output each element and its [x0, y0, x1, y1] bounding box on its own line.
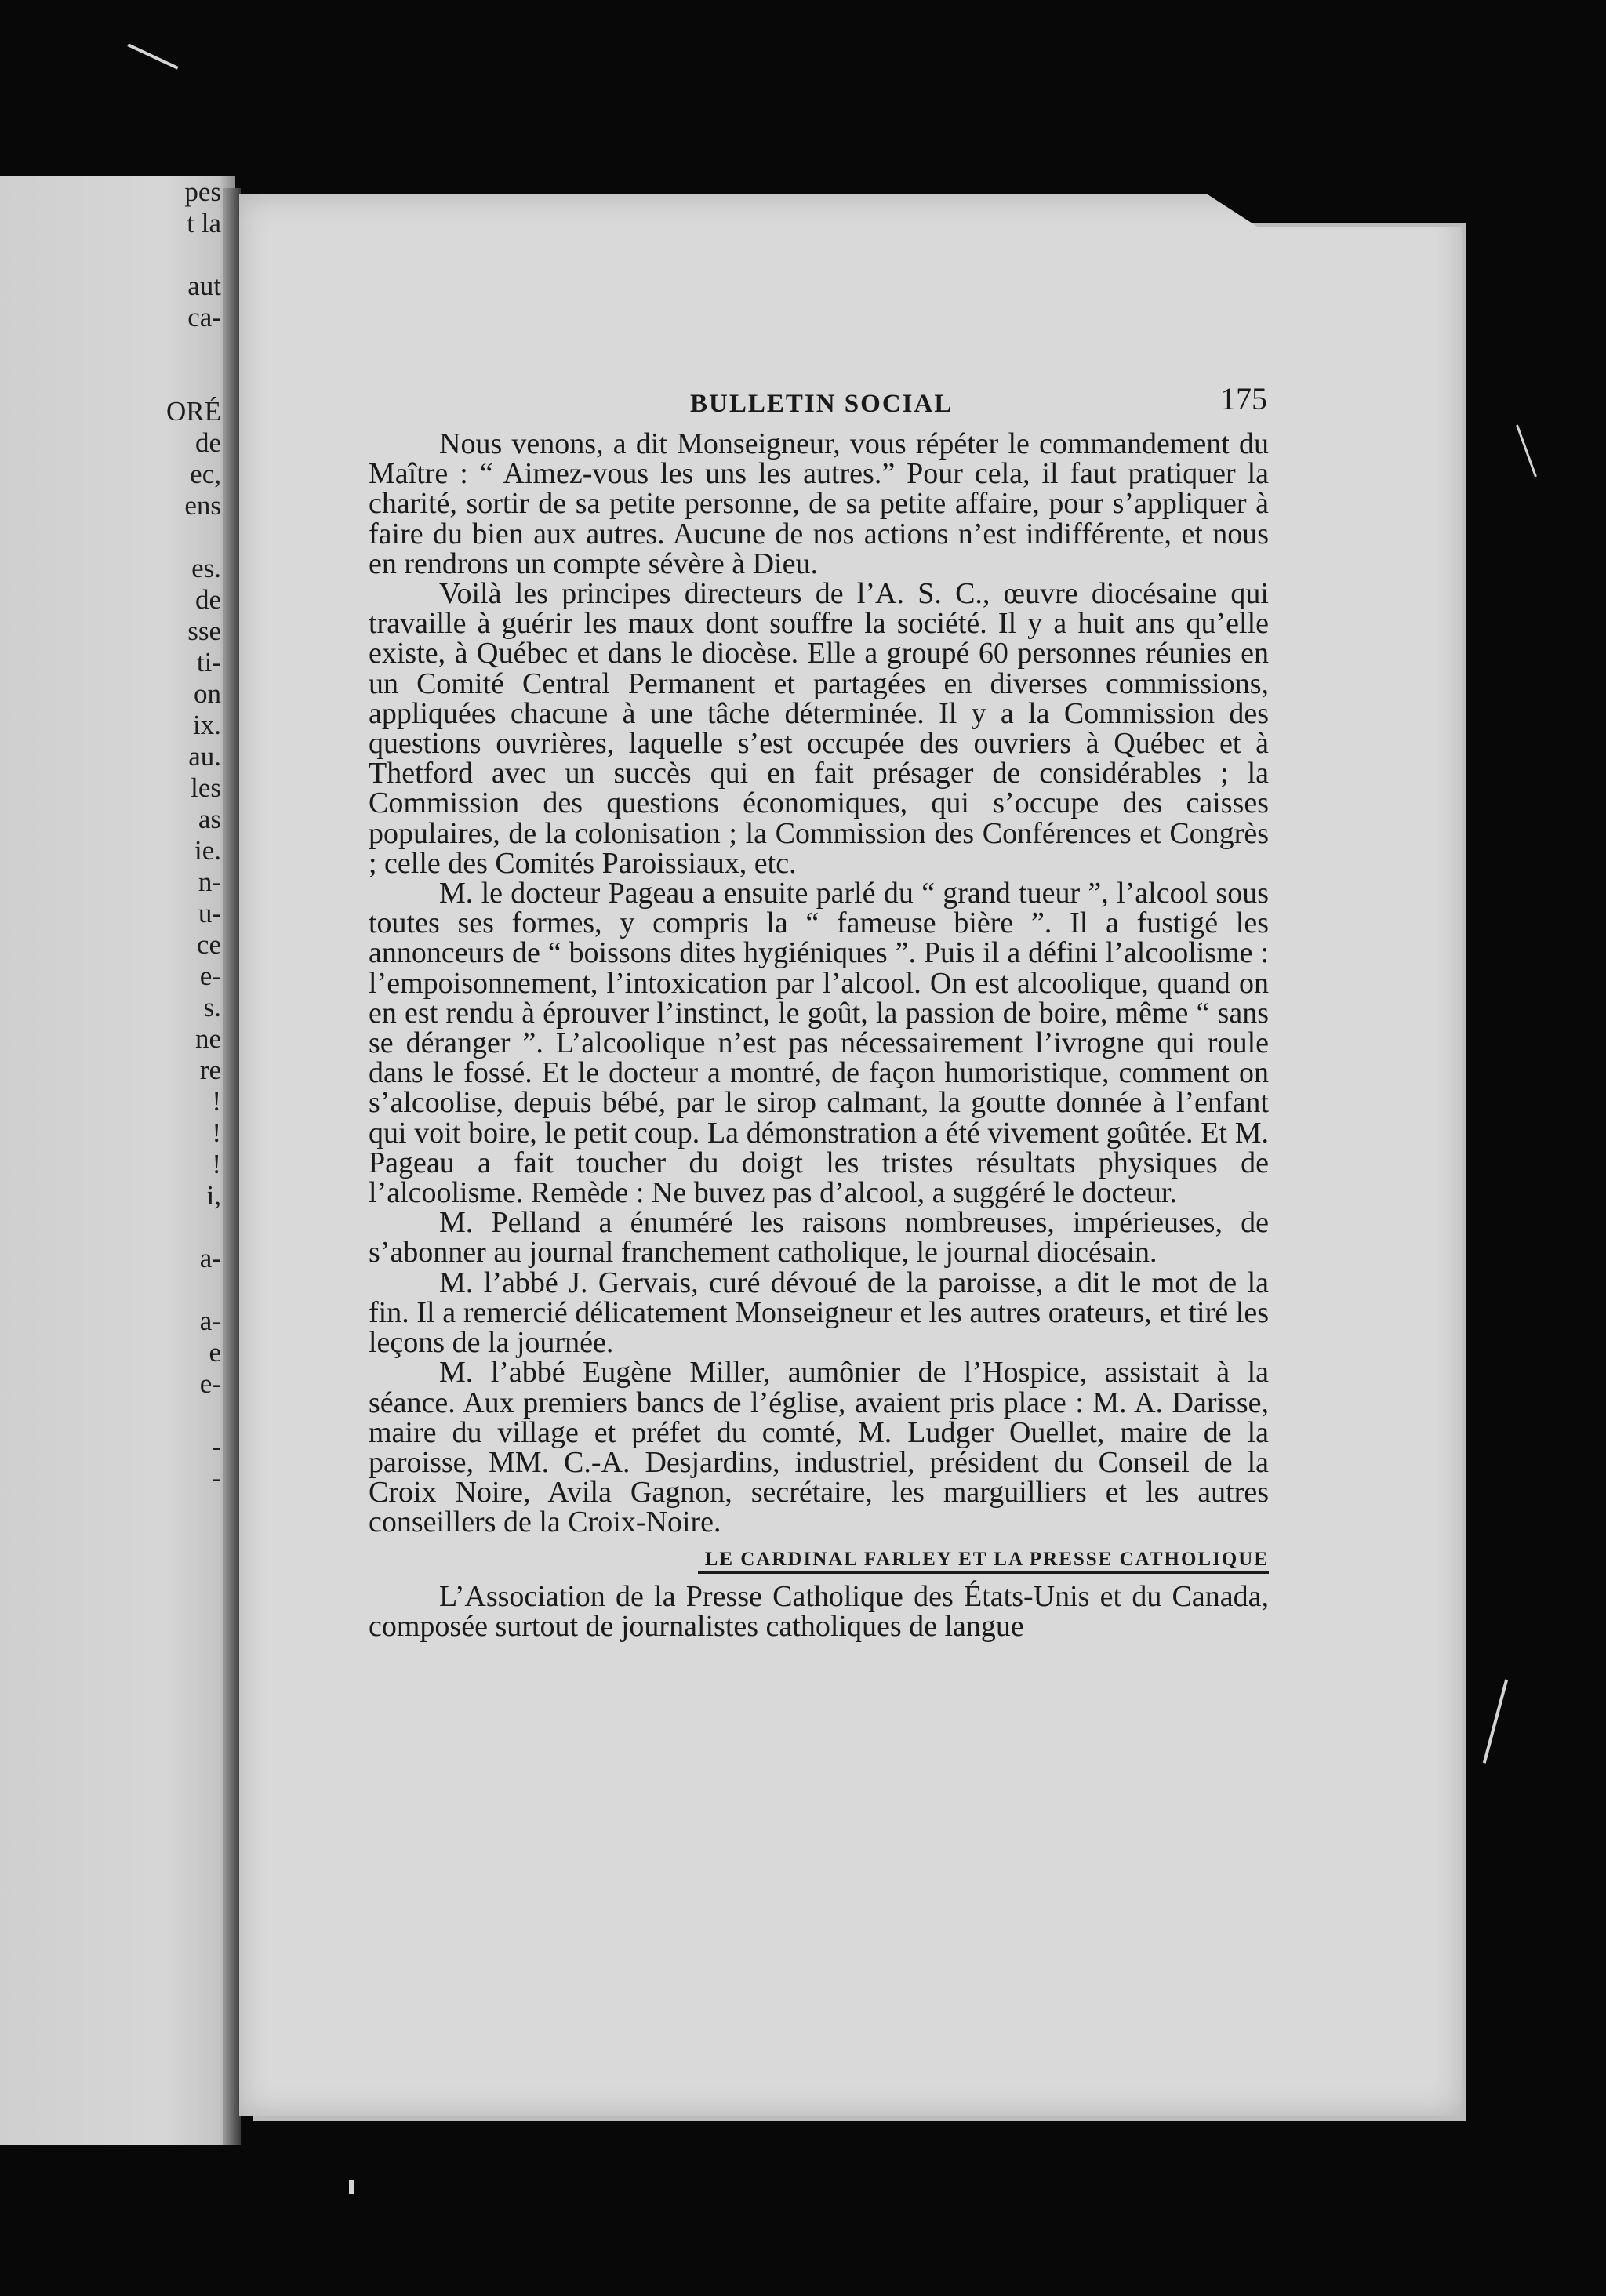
left-page-text-fragment: pes [184, 176, 221, 207]
left-page-text-fragment: e- [199, 961, 221, 991]
left-page-text-fragment: ie. [194, 835, 221, 866]
left-page-text-fragment: on [194, 678, 221, 709]
left-page-text-fragment: au. [188, 741, 221, 772]
left-page-text-fragment: aut [187, 271, 221, 301]
section-heading: LE CARDINAL FARLEY ET LA PRESSE CATHOLIQUE [698, 1549, 1269, 1574]
film-scratch [349, 2180, 354, 2194]
paragraph: M. l’abbé J. Gervais, curé dévoué de la paroisse, a dit le mot de la fin. Il a remercié délicatement Monseigneur et les autres orateurs, et tiré les leçons de la journée. [369, 1266, 1269, 1360]
left-page-text-fragment: sse [187, 616, 221, 646]
left-page-text-fragment [111, 1400, 221, 1431]
left-page-text-fragment: ! [212, 1149, 221, 1179]
page-number: 175 [1220, 381, 1267, 416]
left-page-text-fragment: ! [212, 1117, 221, 1148]
left-page-text-fragment: as [198, 804, 221, 834]
left-page-text-fragment [111, 239, 221, 271]
left-page-text-fragment: u- [198, 898, 221, 928]
left-page-text-fragment: es. [191, 553, 221, 583]
running-head: BULLETIN SOCIAL [690, 390, 954, 418]
left-page-text-fragment [111, 333, 221, 365]
left-page-text-fragment: ens [184, 490, 221, 521]
left-page-text-fragment: e [209, 1337, 221, 1368]
page-text-block [369, 380, 1269, 1641]
left-page-text-fragment: ORÉ [166, 396, 221, 427]
left-page-text-fragment: i, [206, 1180, 221, 1211]
left-page-text-fragment [111, 521, 221, 553]
film-scratch [1516, 425, 1537, 478]
left-page-text-fragment: les [191, 772, 221, 803]
left-page-text-fragment [111, 1274, 221, 1306]
left-page [0, 176, 235, 2145]
section-opening-paragraph: L’Association de la Presse Catholique des États-Unis et du Canada, composée surtout de journalistes catholiques de langue [369, 1579, 1269, 1643]
film-scratch [127, 43, 178, 69]
paragraph: M. Pelland a énuméré les raisons nombreuses, impérieuses, de s’abonner au journal franchement catholique, le journal diocésain. [369, 1206, 1269, 1270]
left-page-text-fragment: a- [199, 1306, 221, 1336]
paragraph: Voilà les principes directeurs de l’A. S. C., œuvre diocésaine qui travaille à guérir les maux dont souffre la société. Il y a huit ans qu’elle existe, à Québec et dans le diocèse. Elle a groupé 60 personnes réunies en un Comité Central Permanent et partagées en diverses commissions, appliquées chacune à une tâche déterminée. Il y a la Commission des questions ouvrières, laquelle s’est occupée des ouvriers à Québec et à Thetford avec un succès qui en fait présager de considérables ; la Commission des questions économiques, qui s’occupe des caisses populaires, de la colonisation ; la Commission des Conférences et Congrès ; celle des Comités Paroissiaux, etc. [369, 577, 1269, 880]
left-page-text-fragment: ne [194, 1023, 221, 1054]
page-header [369, 380, 1269, 429]
left-page-text-fragment: t la [187, 208, 221, 238]
left-page-text-fragment: ec, [190, 459, 221, 489]
left-page-text-fragment: re [199, 1055, 221, 1085]
left-page-text-fragment: n- [198, 866, 221, 897]
left-page-text-fragment: - [212, 1431, 221, 1462]
left-page-text-fragment: s. [203, 992, 221, 1023]
left-page-margin-text [111, 176, 221, 1494]
left-page-text-fragment: ti- [196, 647, 221, 678]
left-page-text-fragment: ca- [187, 302, 221, 332]
left-page-text-fragment: ix. [193, 710, 221, 740]
left-page-text-fragment: ce [196, 929, 221, 960]
paragraph: M. le docteur Pageau a ensuite parlé du “ grand tueur ”, l’alcool sous toutes ses formes, y compris la “ fameuse bière ”. Il a fustigé les annonceurs de “ boissons dites hygiéniques ”. Puis il a défini l’alcoolisme : l’empoisonnement, l’intoxication par l’alcool. On est alcoolique, quand on en est rendu à éprouver l’instinct, le goût, la passion de boire, même “ sans se déranger ”. L’alcoolique n’est pas nécessairement l’ivrogne qui roule dans le fossé. Et le docteur a montré, de façon humoristique, comment on s’alcoolise, depuis bébé, par le sirop calmant, la goutte donnée à l’enfant qui voit boire, le petit coup. La démonstration a été vivement goûtée. Et M. Pageau a fait toucher du doigt les tristes résultats physiques de l’alcoolisme. Remède : Ne buvez pas d’alcool, a suggéré le docteur. [369, 877, 1269, 1210]
book-gutter [223, 188, 241, 2145]
paragraph: Nous venons, a dit Monseigneur, vous répéter le commandement du Maître : “ Aimez-vous les uns les autres.” Pour cela, il faut pratiquer la charité, sortir de sa petite personne, de sa petite affaire, pour s’appliquer à faire du bien aux autres. Aucune de nos actions n’est indifférente, et nous en rendrons un compte sévère à Dieu. [369, 427, 1269, 580]
left-page-text-fragment: a- [199, 1243, 221, 1273]
left-page-text-fragment: ! [212, 1086, 221, 1117]
left-page-text-fragment: e- [199, 1368, 221, 1399]
paragraph: M. l’abbé Eugène Miller, aumônier de l’Hospice, assistait à la séance. Aux premiers bancs de l’église, avaient pris place : M. A. Darisse, maire du village et préfet du comté, M. Ludger Ouellet, maire de la paroisse, MM. C.-A. Desjardins, industriel, président du Conseil de la Croix Noire, Avila Gagnon, secrétaire, les marguilliers et les autres conseillers de la Croix-Noire. [369, 1356, 1269, 1539]
left-page-text-fragment: de [194, 427, 221, 458]
left-page-text-fragment: - [212, 1462, 221, 1493]
left-page-text-fragment [111, 1212, 221, 1243]
left-page-text-fragment [111, 365, 221, 396]
left-page-text-fragment: de [194, 584, 221, 615]
film-scratch [1483, 1679, 1508, 1763]
